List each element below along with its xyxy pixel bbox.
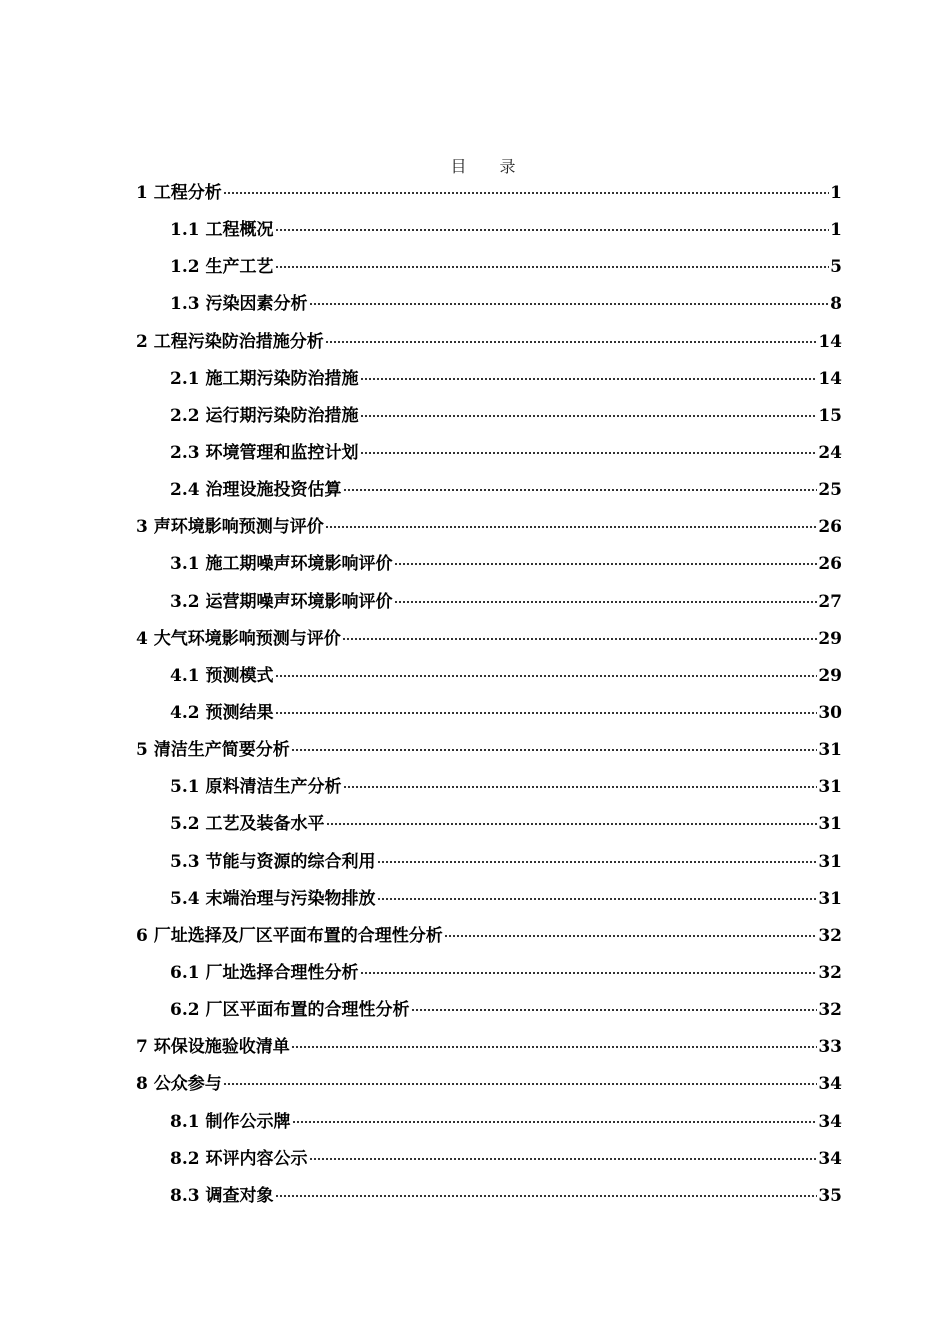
toc-dot-leader [444, 935, 818, 937]
toc-chapter-entry[interactable] [136, 180, 842, 217]
toc-page-number: 25 [818, 480, 842, 501]
toc-entry-label: 2.2 运行期污染防治措施 [170, 405, 359, 426]
toc-entry-label: 6 厂址选择及厂区平面布置的合理性分析 [136, 925, 443, 946]
toc-section-entry[interactable] [136, 1183, 842, 1220]
toc-page-number: 1 [830, 220, 842, 241]
toc-chapter-entry[interactable] [136, 737, 842, 774]
toc-page-number: 32 [818, 962, 842, 983]
toc-section-entry[interactable] [136, 886, 842, 923]
toc-entry-label: 2.3 环境管理和监控计划 [170, 442, 359, 463]
toc-page-number: 31 [818, 740, 842, 761]
toc-entry-label: 4.2 预测结果 [170, 702, 274, 723]
toc-dot-leader [291, 1046, 818, 1048]
toc-chapter-entry[interactable] [136, 1034, 842, 1071]
toc-entry-label: 6.1 厂址选择合理性分析 [170, 962, 359, 983]
toc-title: 目 录 [450, 157, 530, 176]
toc-entry-label: 1.3 污染因素分析 [170, 294, 308, 315]
toc-page-number: 33 [818, 1037, 842, 1058]
toc-dot-leader [275, 675, 818, 677]
toc-chapter-entry[interactable] [136, 626, 842, 663]
toc-dot-leader [343, 489, 818, 491]
toc-entry-label: 2.4 治理设施投资估算 [170, 480, 342, 501]
toc-entry-label: 2.1 施工期污染防治措施 [170, 368, 359, 389]
toc-section-entry[interactable] [136, 551, 842, 588]
toc-page-number: 30 [818, 702, 842, 723]
toc-dot-leader [360, 415, 818, 417]
toc-page-number: 32 [818, 925, 842, 946]
toc-entry-label: 4.1 预测模式 [170, 665, 274, 686]
toc-page-number: 32 [818, 1000, 842, 1021]
toc-section-entry[interactable] [136, 849, 842, 886]
toc-dot-leader [275, 1195, 818, 1197]
toc-chapter-entry[interactable] [136, 514, 842, 551]
toc-section-entry[interactable] [136, 291, 842, 328]
toc-chapter-entry[interactable] [136, 329, 842, 366]
toc-section-entry[interactable] [136, 440, 842, 477]
toc-dot-leader [377, 898, 818, 900]
toc-page-number: 29 [818, 628, 842, 649]
toc-dot-leader [309, 1158, 818, 1160]
toc-entry-label: 8.2 环评内容公示 [170, 1148, 308, 1169]
toc-section-entry[interactable] [136, 254, 842, 291]
toc-section-entry[interactable] [136, 1146, 842, 1183]
toc-entry-label: 5.3 节能与资源的综合利用 [170, 851, 376, 872]
toc-section-entry[interactable] [136, 589, 842, 626]
toc-dot-leader [343, 786, 818, 788]
toc-section-entry[interactable] [136, 403, 842, 440]
toc-page-number: 31 [818, 814, 842, 835]
toc-dot-leader [223, 1083, 818, 1085]
toc-entry-label: 3 声环境影响预测与评价 [136, 517, 324, 538]
toc-entry-label: 5 清洁生产简要分析 [136, 740, 290, 761]
toc-page-number: 14 [818, 368, 842, 389]
toc-dot-leader [360, 378, 818, 380]
toc-dot-leader [275, 712, 818, 714]
toc-page-number: 31 [818, 851, 842, 872]
toc-dot-leader [291, 749, 818, 751]
toc-dot-leader [326, 823, 818, 825]
toc-page-number: 14 [818, 331, 842, 352]
toc-page-number: 26 [818, 517, 842, 538]
toc-entry-label: 3.2 运营期噪声环境影响评价 [170, 591, 393, 612]
toc-entry-label: 8.1 制作公示牌 [170, 1111, 291, 1132]
toc-page-number: 5 [830, 257, 842, 278]
toc-page-number: 31 [818, 888, 842, 909]
toc-page-number: 31 [818, 777, 842, 798]
toc-page-number: 24 [818, 442, 842, 463]
toc-dot-leader [360, 452, 818, 454]
toc-list [136, 180, 842, 1220]
toc-dot-leader [223, 192, 829, 194]
toc-entry-label: 5.1 原料清洁生产分析 [170, 777, 342, 798]
toc-entry-label: 7 环保设施验收清单 [136, 1037, 290, 1058]
toc-entry-label: 5.2 工艺及装备水平 [170, 814, 325, 835]
toc-dot-leader [411, 1009, 818, 1011]
toc-page-number: 26 [818, 554, 842, 575]
toc-section-entry[interactable] [136, 663, 842, 700]
toc-entry-label: 1.2 生产工艺 [170, 257, 274, 278]
toc-page-number: 35 [818, 1185, 842, 1206]
toc-section-entry[interactable] [136, 477, 842, 514]
toc-dot-leader [325, 341, 818, 343]
toc-page-number: 34 [818, 1148, 842, 1169]
toc-chapter-entry[interactable] [136, 1071, 842, 1108]
toc-entry-label: 6.2 厂区平面布置的合理性分析 [170, 1000, 410, 1021]
toc-entry-label: 4 大气环境影响预测与评价 [136, 628, 341, 649]
toc-chapter-entry[interactable] [136, 923, 842, 960]
toc-dot-leader [325, 526, 818, 528]
toc-dot-leader [394, 563, 818, 565]
toc-dot-leader [360, 972, 818, 974]
toc-section-entry[interactable] [136, 811, 842, 848]
toc-entry-label: 8 公众参与 [136, 1074, 222, 1095]
toc-entry-label: 1.1 工程概况 [170, 220, 274, 241]
toc-dot-leader [342, 638, 818, 640]
toc-page-number: 34 [818, 1111, 842, 1132]
toc-entry-label: 5.4 末端治理与污染物排放 [170, 888, 376, 909]
toc-section-entry[interactable] [136, 774, 842, 811]
toc-page-number: 29 [818, 665, 842, 686]
toc-dot-leader [292, 1121, 818, 1123]
toc-entry-label: 3.1 施工期噪声环境影响评价 [170, 554, 393, 575]
toc-page-number: 1 [830, 183, 842, 203]
toc-entry-label: 2 工程污染防治措施分析 [136, 331, 324, 352]
toc-section-entry[interactable] [136, 1109, 842, 1146]
toc-page-number: 34 [818, 1074, 842, 1095]
toc-page-number: 15 [818, 405, 842, 426]
toc-section-entry[interactable] [136, 700, 842, 737]
toc-entry-label: 8.3 调查对象 [170, 1185, 274, 1206]
toc-section-entry[interactable] [136, 366, 842, 403]
toc-dot-leader [309, 303, 830, 305]
toc-entry-label: 1 工程分析 [136, 183, 222, 203]
toc-page-number: 27 [818, 591, 842, 612]
toc-dot-leader [275, 229, 830, 231]
toc-section-entry[interactable] [136, 217, 842, 254]
toc-dot-leader [394, 601, 818, 603]
toc-page-number: 8 [830, 294, 842, 315]
toc-dot-leader [377, 861, 818, 863]
toc-section-entry[interactable] [136, 997, 842, 1034]
toc-dot-leader [275, 266, 830, 268]
toc-section-entry[interactable] [136, 960, 842, 997]
